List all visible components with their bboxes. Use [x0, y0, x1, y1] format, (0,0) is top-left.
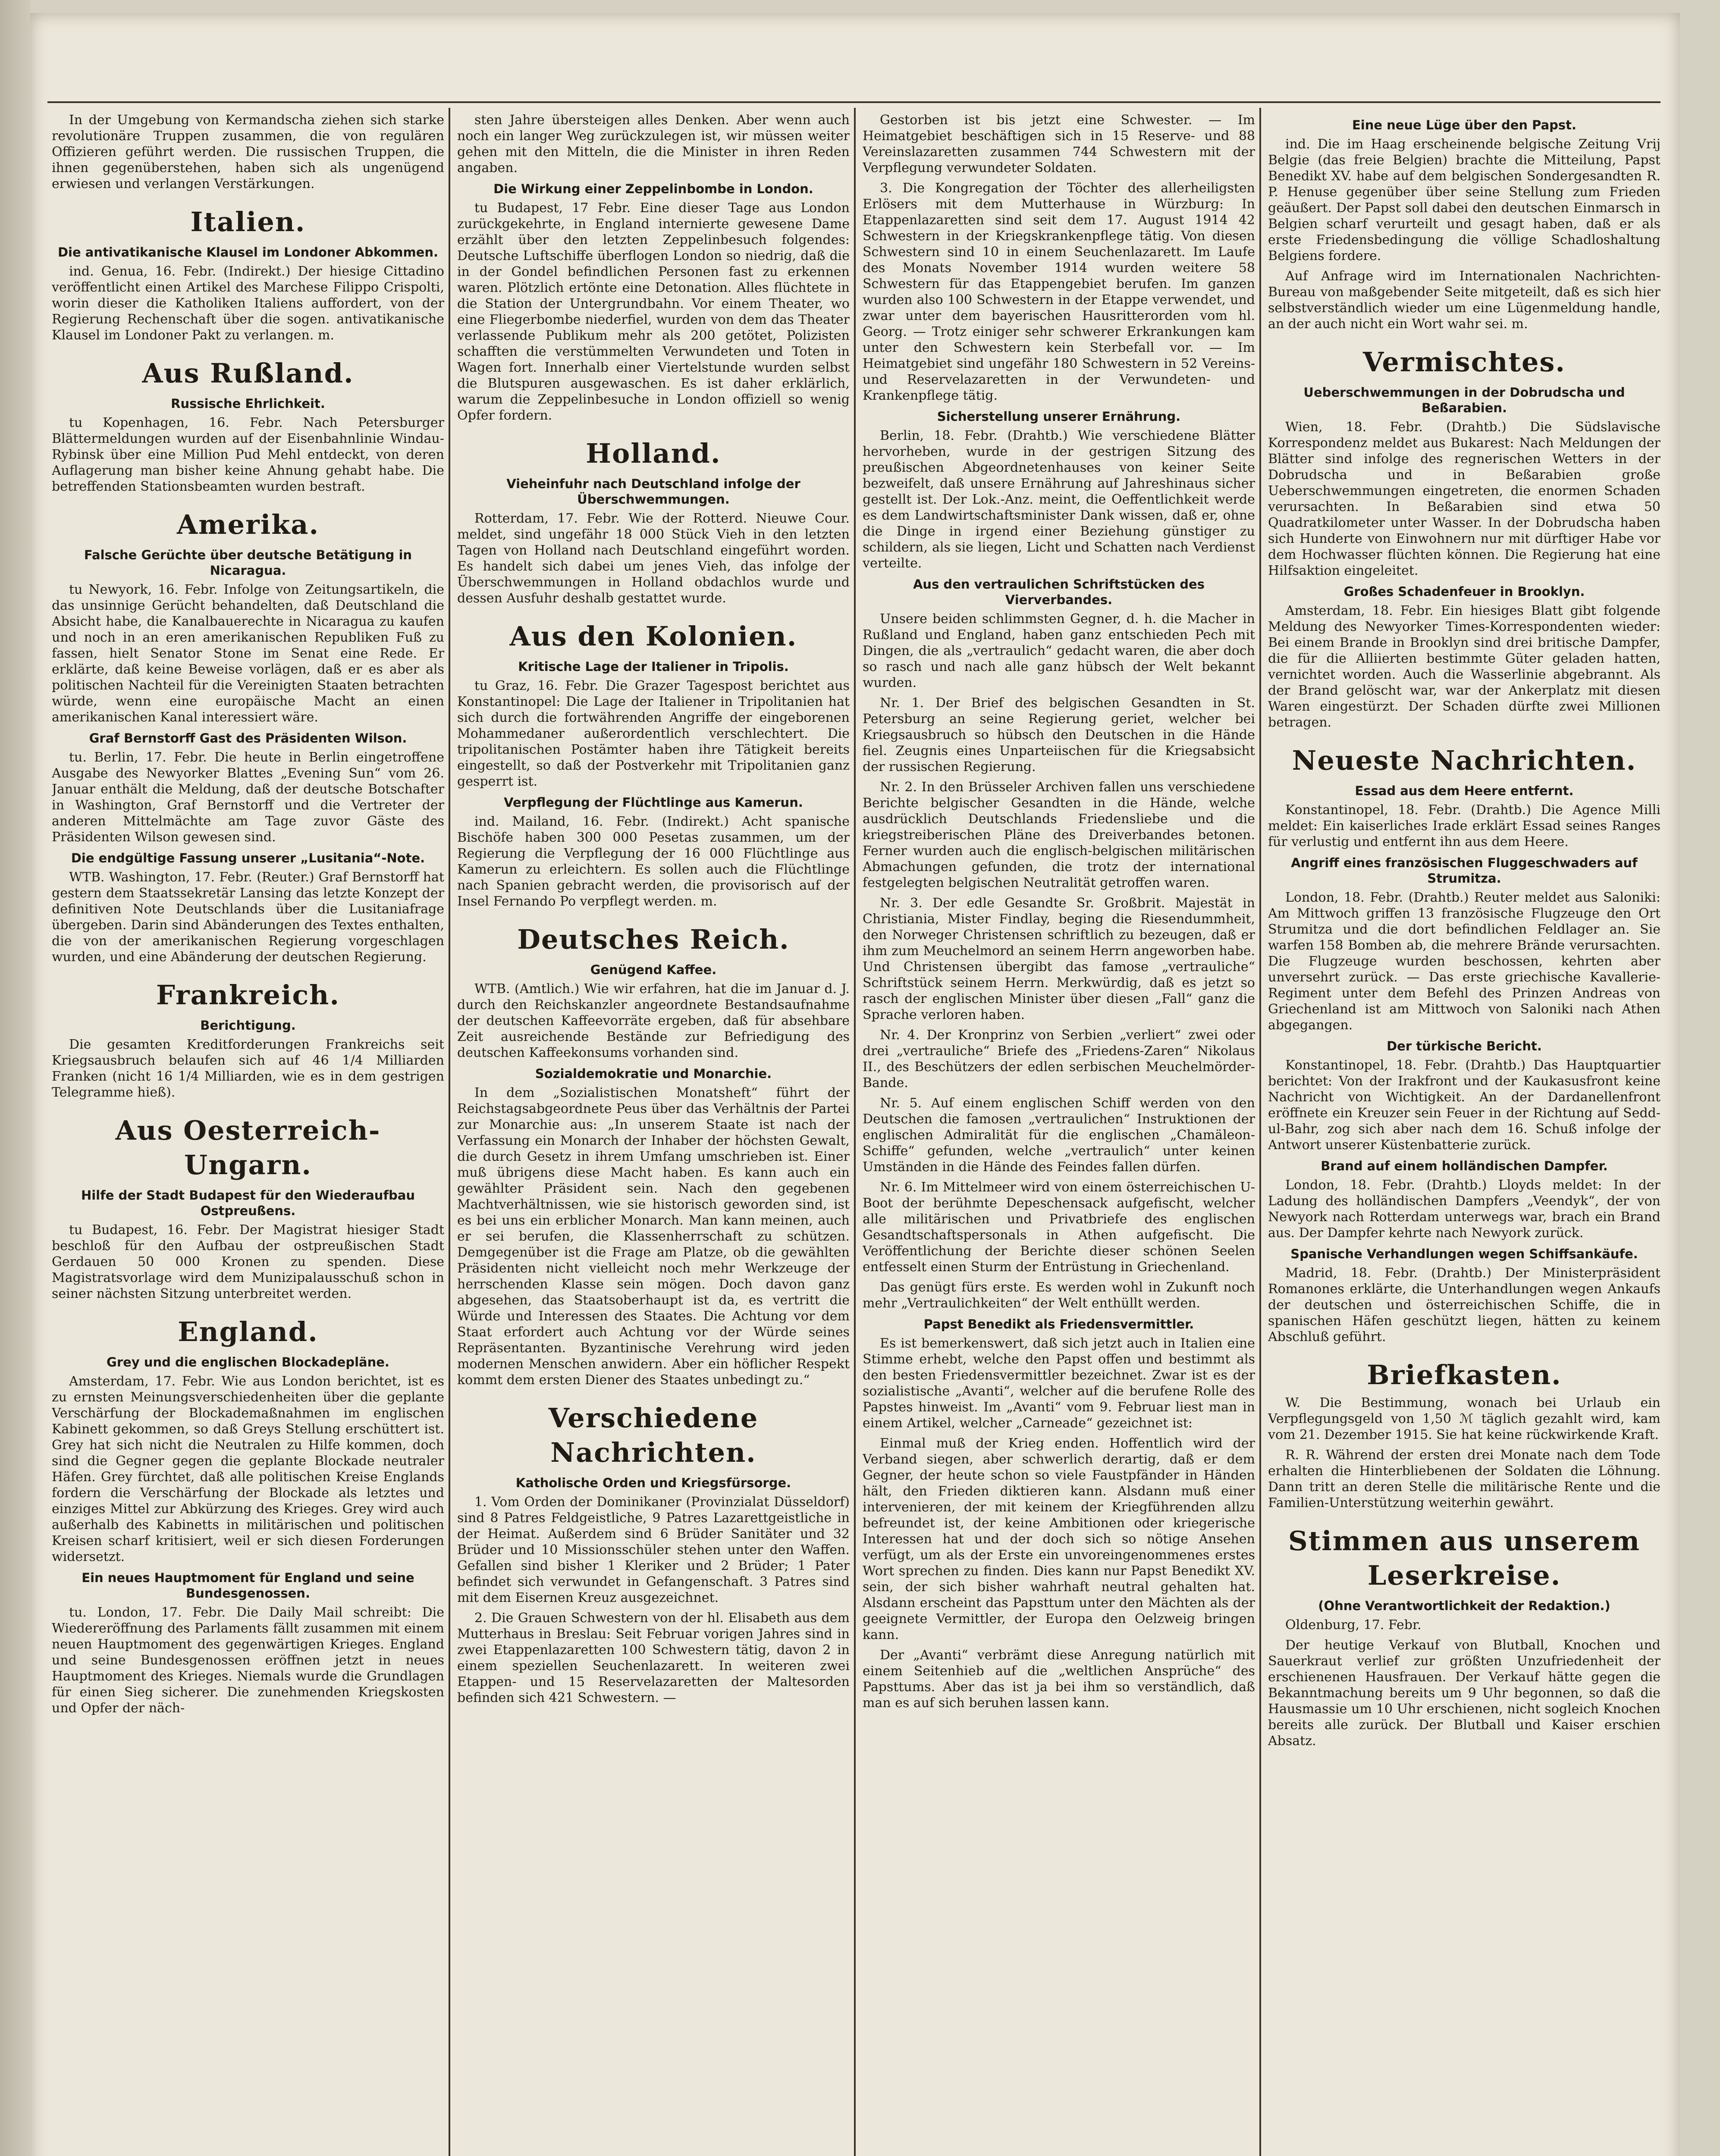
article-paragraph: Amsterdam, 18. Febr. Ein hiesiges Blatt gibt folgende Meldung des Newyorker Times-Korrespondenten wieder: Bei einem Brande in Brooklyn sind drei britische Dampfer, die für die Alliierten bestimmte Güter geladen hatten, vernichtet worden. Auch die Wasserlinie abgebrannt. Als der Brand gelöscht war, war der Ankerplatz mit diesen Waren eingestürzt. Der Schaden dürfte zwei Millionen betragen. [1268, 603, 1660, 730]
section-title: Briefkasten. [1367, 1359, 1562, 1391]
section-title: Aus Oesterreich-Ungarn. [115, 1115, 381, 1181]
article-paragraph: tu Graz, 16. Febr. Die Grazer Tagespost berichtet aus Konstantinopel: Die Lage der Italiener in Tripolitanien hat sich durch die fortwährenden Angriffe der eingeborenen Mohammedaner außerordentlich verschlechtert. Die tripolitanischen Postämter haben ihre Tätigkeit bereits eingestellt, so daß der Postverkehr mit Tripolitanien ganz gesperrt ist. [457, 678, 850, 789]
article-paragraph: tu Budapest, 16. Febr. Der Magistrat hiesiger Stadt beschloß für den Aufbau der ostpreußischen Stadt Gerdauen 50 000 Kronen zu spenden. Diese Magistratsvorlage wird dem Munizipalausschuß schon in seiner nächsten Sitzung unterbreitet werden. [52, 1222, 444, 1301]
column-4 [1268, 112, 1660, 2156]
article-headline: Die antivatikanische Klausel im Londoner Abkommen. [57, 245, 439, 260]
column-3 [863, 112, 1255, 2156]
article-paragraph: Nr. 3. Der edle Gesandte Sr. Großbrit. Majestät in Christiania, Mister Findlay, beging die Riesendummheit, den Norweger Christensen schriftlich zu bezeugen, daß er ihm zum Meuchelmord an seinem Herrn angeworben habe. Und Christensen übergibt das famose „vertrauliche“ Schriftstück seinem Herrn. Merkwürdig, daß es jetzt so rasch der englischen Minister über diesen „Fall“ ganz die Sprache verloren haben. [863, 896, 1255, 1022]
article-paragraph: R. R. Während der ersten drei Monate nach dem Tode erhalten die Hinterbliebenen der Soldaten die Löhnung. Dann tritt an deren Stelle die militärische Rente und die Familien-Unterstützung weiterhin gewährt. [1268, 1448, 1660, 1510]
section-title: Stimmen aus unserem Leserkreise. [1288, 1525, 1641, 1591]
article-headline: Brand auf einem holländischen Dampfer. [1321, 1159, 1608, 1173]
article-paragraph: W. Die Bestimmung, wonach bei Urlaub ein Verpflegungsgeld von 1,50 ℳ täglich gezahlt wird, kam vom 21. Dezember 1915. Sie hat keine rückwirkende Kraft. [1268, 1395, 1660, 1442]
article-headline: Grey und die englischen Blockadepläne. [107, 1355, 389, 1369]
section-title: Italien. [190, 206, 306, 238]
article-paragraph: Madrid, 18. Febr. (Drahtb.) Der Ministerpräsident Romanones erklärte, die Unterhandlungen wegen Ankaufs der deutschen und österreichischen Schiffe, die in spanischen Häfen geschützt liegen, hätten zu keinem Abschluß geführt. [1268, 1266, 1660, 1344]
article-headline: Vieheinfuhr nach Deutschland infolge der Überschwemmungen. [506, 476, 800, 507]
article-headline: Verpflegung der Flüchtlinge aus Kamerun. [504, 795, 803, 810]
section-title: Aus den Kolonien. [509, 620, 797, 652]
article-paragraph: Einmal muß der Krieg enden. Hoffentlich wird der Verband siegen, aber schwerlich derartig, daß er dem Gegner, der heute schon so viele Faustpfänder in Händen hält, den Frieden diktieren kann. Alsdann muß einer intervenieren, der mit keinem der Kriegführenden allzu befreundet ist, der keine Ambitionen oder kriegerische Interessen hat und der doch sich so nötige Ansehen verfügt, um als der Erste ein unvoreingenommenes erstes Wort sprechen zu finden. Dies kann nur Papst Benedikt XV. sein, der sich bisher wahrhaft neutral gehalten hat. Alsdann erscheint das Papsttum unter den Mächten als der geeignete Vermittler, der Europa den Oelzweig bringen kann. [863, 1436, 1255, 1642]
section-title: Deutsches Reich. [517, 924, 790, 955]
section-title: Amerika. [176, 509, 320, 540]
article-headline: Ein neues Hauptmoment für England und seine Bundesgenossen. [82, 1570, 414, 1601]
article-headline: Sozialdemokratie und Monarchie. [535, 1066, 772, 1081]
article-headline: Ueberschwemmungen in der Dobrudscha und Beßarabien. [1303, 385, 1625, 415]
article-paragraph: London, 18. Febr. (Drahtb.) Lloyds meldet: In der Ladung des holländischen Dampfers „Veendyk“, der von Newyork nach Rotterdam unterwegs war, brach ein Brand aus. Der Dampfer kehrte nach Newyork zurück. [1268, 1178, 1660, 1241]
article-paragraph: tu. Berlin, 17. Febr. Die heute in Berlin eingetroffene Ausgabe des Newyorker Blattes „Evening Sun“ vom 26. Januar enthält die Meldung, daß der deutsche Botschafter in Washington, Graf Bernstorff und die Vertreter der anderen Mittelmächte am Tage zuvor Gäste des Präsidenten Wilson gewesen sind. [52, 750, 444, 845]
article-paragraph: tu Newyork, 16. Febr. Infolge von Zeitungsartikeln, die das unsinnige Gerücht behandelten, daß Deutschland die Absicht habe, die Kanalbauerechte in Nicaragua zu kaufen und noch in an eren amerikanischen Republiken Fuß zu fassen, hielt Senator Stone im Senat eine Rede. Er erklärte, daß keine Beweise vorlägen, daß er es aber als politischen Nachteil für die Vereinigten Staaten betrachten würde, wenn eine europäische Macht an einen amerikanischen Kanal interessiert wäre. [52, 582, 444, 725]
article-headline: Die endgültige Fassung unserer „Lusitania“-Note. [71, 851, 425, 865]
article-paragraph: Berlin, 18. Febr. (Drahtb.) Wie verschiedene Blätter hervorheben, wurde in der gestrigen Sitzung des preußischen Abgeordnetenhauses von keiner Seite bezweifelt, daß unsere Ernährung auf Jahreshinaus sicher gestellt ist. Der Lok.-Anz. meint, die Oeffentlichkeit werde es dem Landwirtschaftsminister Dank wissen, daß er, ohne die Dinge in irgend einer Beziehung günstiger zu schildern, als sie liegen, Licht und Schatten nach Verdienst verteilte. [863, 428, 1255, 571]
article-headline: Russische Ehrlichkeit. [171, 396, 325, 411]
article-headline: Berichtigung. [200, 1018, 296, 1033]
article-paragraph: Wien, 18. Febr. (Drahtb.) Die Südslavische Korrespondenz meldet aus Bukarest: Nach Meldungen der Blätter sind infolge des regnerischen Wetters in der Dobrudscha und in Beßarabien große Ueberschwemmungen eingetreten, die enormen Schaden verursachten. In Beßarabien sind etwa 50 Quadratkilometer unter Wasser. In der Dobrudscha haben sich Hunderte von Einwohnern nur mit dürftiger Habe vor dem Hochwasser flüchten können. Die Regierung hat eine Hilfsaktion eingeleitet. [1268, 420, 1660, 578]
article-paragraph: 3. Die Kongregation der Töchter des allerheiligsten Erlösers mit dem Mutterhause in Würzburg: In Etappenlazaretten sind seit dem 17. August 1914 42 Schwestern in der Kriegskrankenpflege tätig. Von diesen Schwestern sind 10 in einem Seuchenlazarett. Im Laufe des Monats November 1914 wurden weitere 58 Schwestern für das Etappengebiet berufen. Im ganzen wurden also 100 Schwestern in der Etappe verwendet, und zwar unter dem bayerischen Hausritterorden vom hl. Georg. — Trotz einiger sehr schwerer Erkrankungen kam unter den Schwestern kein Sterbefall vor. — Im Heimatgebiet sind ungefähr 180 Schwestern in 52 Vereins- und Reservelazaretten in der Verwundeten- und Krankenpflege tätig. [863, 181, 1255, 403]
article-headline: (Ohne Verantwortlichkeit der Redaktion.) [1318, 1598, 1610, 1613]
article-headline: Aus den vertraulichen Schriftstücken des Vierverbandes. [913, 577, 1205, 607]
article-headline: Falsche Gerüchte über deutsche Betätigung in Nicaragua. [84, 548, 412, 578]
article-paragraph: Amsterdam, 17. Febr. Wie aus London berichtet, ist es zu ernsten Meinungsverschiedenheiten über die geplante Verschärfung der Blockademaßnahmen im englischen Kabinett gekommen, so daß Greys Stellung erschüttert ist. Grey hat sich nicht die Neutralen zu Hilfe kommen, doch sind die Gegner gegen die geplante Blockade neutraler Häfen. Grey fürchtet, daß alle politischen Kreise Englands fordern die Verschärfung der Blockade als letztes und einziges Mittel zur Abkürzung des Krieges. Grey wird auch außerhalb des Kabinetts in militärischen und politischen Kreisen scharf kritisiert, weil er sich diesen Forderungen widersetzt. [52, 1374, 444, 1564]
article-headline: Die Wirkung einer Zeppelinbombe in London. [493, 182, 813, 196]
section-title: Verschiedene Nachrichten. [548, 1402, 759, 1468]
article-paragraph: London, 18. Febr. (Drahtb.) Reuter meldet aus Saloniki: Am Mittwoch griffen 13 französische Flugzeuge den Ort Strumitza und die dort befindlichen Feldlager an. Sie warfen 158 Bomben ab, die mehrere Brände verursachten. Die Flugzeuge wurden beschossen, kehrten aber unversehrt zurück. — Das erste griechische Kavallerie-Regiment unter dem Befehl des Prinzen Andreas von Griechenland ist am Mittwoch von Saloniki nach Athen abgegangen. [1268, 890, 1660, 1033]
article-paragraph: Das genügt fürs erste. Es werden wohl in Zukunft noch mehr „Vertraulichkeiten“ der Welt enthüllt werden. [863, 1280, 1255, 1311]
article-paragraph: tu Budapest, 17 Febr. Eine dieser Tage aus London zurückgekehrte, in England internierte gewesene Dame erzählt über den letzten Zeppelinbesuch folgendes: Deutsche Luftschiffe überflogen London so niedrig, daß die in der Gondel befindlichen Personen fast zu erkennen waren. Plötzlich ertönte eine Detonation. Alles flüchtete in die Station der Untergrundbahn. Vor einem Theater, wo eine Fliegerbombe niederfiel, wurden von dem das Theater verlassende Publikum mehr als 200 getötet, Polizisten schafften die verstümmelten Verwundeten und Toten in Wagen fort. Innerhalb einer Viertelstunde wurden selbst die Blutspuren ausgewaschen. Es ist daher erklärlich, warum die Zeppelinbesuche in London offiziell so wenig Opfer fordern. [457, 201, 850, 423]
article-paragraph: Die gesamten Kreditforderungen Frankreichs seit Kriegsausbruch belaufen sich auf 46 1/4 Milliarden Franken (nicht 16 1/4 Milliarden, wie es in dem gestrigen Telegramme hieß). [52, 1037, 444, 1100]
article-paragraph: Konstantinopel, 18. Febr. (Drahtb.) Das Hauptquartier berichtet: Von der Irakfront und der Kaukasusfront keine Nachricht von Wichtigkeit. An der Dardanellenfront eröffnete ein Kreuzer sein Feuer in der Richtung auf Sedd-ul-Bahr, zog sich aber nach dem 16. Schuß infolge der Antwort unserer Küstenbatterie zurück. [1268, 1058, 1660, 1153]
article-headline: Katholische Orden und Kriegsfürsorge. [515, 1476, 791, 1490]
article-headline: Sicherstellung unserer Ernährung. [937, 409, 1181, 424]
column-rule [854, 108, 856, 2156]
article-paragraph: Unsere beiden schlimmsten Gegner, d. h. die Macher in Rußland und England, haben ganz entschieden Pech mit Dingen, die als „vertraulich“ gedacht waren, die aber doch so rasch und nach alle ganz hübsch der Welt bekannt wurden. [863, 611, 1255, 690]
article-paragraph: Es ist bemerkenswert, daß sich jetzt auch in Italien eine Stimme erhebt, welche den Papst offen und bestimmt als den besten Friedensvermittler bezeichnet. Zwar ist es der sozialistische „Avanti“, welcher auf die berufene Rolle des Papstes hinweist. Im „Avanti“ vom 9. Februar liest man in einem Artikel, welcher „Carneade“ gezeichnet ist: [863, 1336, 1255, 1431]
article-paragraph: Nr. 5. Auf einem englischen Schiff werden von den Deutschen die famosen „vertraulichen“ Instruktionen der englischen Admiralität für die englischen „Chamäleon-Schiffe“ gefunden, welche „vertraulich“ unter keinen Umständen in die Hände des Feindes fallen dürfen. [863, 1096, 1255, 1175]
article-paragraph: Gestorben ist bis jetzt eine Schwester. — Im Heimatgebiet beschäftigen sich in 15 Reserve- und 88 Vereinslazaretten zusammen 744 Schwestern mit der Verpflegung verwundeter Soldaten. [863, 113, 1255, 175]
article-paragraph: Der heutige Verkauf von Blutball, Knochen und Sauerkraut verlief zur größten Unzufriedenheit der erschienenen Hausfrauen. Der Verkauf hätte gegen die Bekanntmachung bereits um 9 Uhr begonnen, so daß die Hausmassie um 10 Uhr erschienen, nicht sogleich Knochen bereits alle zurück. Der Blutball und Kaiser erschien Absatz. [1268, 1638, 1660, 1749]
article-paragraph: Nr. 2. In den Brüsseler Archiven fallen uns verschiedene Berichte belgischer Gesandten in die Hände, welche ausdrücklich Deutschlands Friedensliebe und die kriegstreiberischen Pläne des Dreiverbandes betonen. Ferner wurden auch die englisch-belgischen militärischen Abmachungen gefunden, die trotz der international festgelegten belgischen Neutralität getroffen waren. [863, 780, 1255, 890]
article-headline: Genügend Kaffee. [590, 962, 717, 977]
column-1 [52, 112, 444, 2156]
article-headline: Graf Bernstorff Gast des Präsidenten Wilson. [89, 731, 407, 746]
article-paragraph: ind. Genua, 16. Febr. (Indirekt.) Der hiesige Cittadino veröffentlicht einen Artikel des Marchese Filippo Crispolti, worin dieser die Katholiken Italiens auffordert, von der Regierung Rechenschaft über die sogen. antivatikanische Klausel im Londoner Pakt zu verlangen. m. [52, 264, 444, 343]
article-paragraph: 2. Die Grauen Schwestern von der hl. Elisabeth aus dem Mutterhaus in Breslau: Seit Februar vorigen Jahres sind in zwei Etappenlazaretten 100 Schwestern tätig, davon 2 in einem speziellen Seuchenlazarett. In weiteren zwei Etappen- und 15 Reservelazaretten der Maltesorden befinden sich 421 Schwestern. — [457, 1611, 850, 1705]
article-headline: Kritische Lage der Italiener in Tripolis. [518, 659, 789, 674]
article-paragraph: Auf Anfrage wird im Internationalen Nachrichten-Bureau von maßgebender Seite mitgeteilt, daß es sich hier selbstverständlich wieder um eine Lügenmeldung handle, an der auch nicht ein Wort wahr sei. m. [1268, 269, 1660, 332]
column-2 [457, 112, 850, 2156]
article-paragraph: sten Jahre übersteigen alles Denken. Aber wenn auch noch ein langer Weg zurückzulegen ist, wir müssen weiter gehen mit den Mitteln, die die Minister in ihren Reden angaben. [457, 113, 850, 175]
section-title: Neueste Nachrichten. [1292, 745, 1637, 776]
article-headline: Der türkische Bericht. [1387, 1039, 1542, 1053]
article-paragraph: WTB. Washington, 17. Febr. (Reuter.) Graf Bernstorff hat gestern dem Staatssekretär Lansing das letzte Konzept der definitiven Note Deutschlands über die Lusitaniafrage übergeben. Darin sind Abänderungen des Textes enthalten, die von der amerikanischen Regierung vorgeschlagen wurden, und eine Abänderung der deutschen Regierung. [52, 870, 444, 965]
article-paragraph: Oldenburg, 17. Febr. [1285, 1617, 1422, 1633]
article-headline: Papst Benedikt als Friedensvermittler. [923, 1317, 1194, 1332]
article-paragraph: Nr. 6. Im Mittelmeer wird von einem österreichischen U-Boot der berühmte Depeschensack aufgefischt, welcher alle militärischen und Privatbriefe des englischen Gesandtschaftspersonals in Athen aufgefischt. Die Veröffentlichung der Berichte dieser schönen Seelen entfesselt einen Sturm der Entrüstung in Griechenland. [863, 1180, 1255, 1275]
section-title: Vermischtes. [1363, 346, 1566, 378]
article-paragraph: Rotterdam, 17. Febr. Wie der Rotterd. Nieuwe Cour. meldet, sind ungefähr 18 000 Stück Vieh in den letzten Tagen von Holland nach Deutschland eingeführt worden. Es handelt sich dabei um jenes Vieh, das infolge der Überschwemmungen in Holland obdachlos wurde und dessen Ausfuhr deshalb gestattet wurde. [457, 511, 850, 606]
section-title: Holland. [586, 438, 721, 469]
article-headline: Hilfe der Stadt Budapest für den Wiederaufbau Ostpreußens. [81, 1188, 415, 1218]
article-headline: Großes Schadenfeuer in Brooklyn. [1343, 584, 1585, 599]
article-headline: Eine neue Lüge über den Papst. [1352, 118, 1577, 132]
article-headline: Angriff eines französischen Fluggeschwaders auf Strumitza. [1291, 856, 1638, 886]
article-paragraph: 1. Vom Orden der Dominikaner (Provinzialat Düsseldorf) sind 8 Patres Feldgeistliche, 9 Patres Lazarettgeistliche in der Heimat. Außerdem sind 6 Brüder Sanitäter und 32 Brüder und 10 Missionsschüler stehen unter den Waffen. Gefallen sind bisher 1 Kleriker und 2 Brüder; 1 Pater befindet sich verwundet in Gefangenschaft. 3 Patres sind mit dem Eisernen Kreuz ausgezeichnet. [457, 1495, 850, 1605]
section-title: Aus Rußland. [142, 357, 354, 389]
section-title: England. [178, 1316, 318, 1348]
article-paragraph: ind. Mailand, 16. Febr. (Indirekt.) Acht spanische Bischöfe haben 300 000 Pesetas zusammen, um der Regierung die Verpflegung der 16 000 Flüchtlinge aus Kamerun zu erleichtern. Es sollen auch die Flüchtlinge nach Spanien gebracht werden, die provisorisch auf der Insel Fernando Po verpflegt werden. m. [457, 814, 850, 909]
scan-edge [0, 0, 30, 2156]
article-paragraph: In der Umgebung von Kermandscha ziehen sich starke revolutionäre Truppen zusammen, die von regulären Offizieren geführt werden. Die russischen Truppen, die ihnen gegenüberstehen, haben sich als ungenügend erwiesen und verlangen Verstärkungen. [52, 113, 444, 191]
article-paragraph: Nr. 1. Der Brief des belgischen Gesandten in St. Petersburg an seine Regierung geriet, welcher bei Kriegsausbruch so hübsch den Deutschen in die Hände fiel. Zeugnis eines Unparteiischen für die Kriegsabsicht der russischen Regierung. [863, 696, 1255, 774]
article-paragraph: Konstantinopel, 18. Febr. (Drahtb.) Die Agence Milli meldet: Ein kaiserliches Irade erklärt Essad seines Ranges für verlustig und entfernt ihn aus dem Heere. [1268, 802, 1660, 849]
section-title: Frankreich. [156, 979, 340, 1011]
article-paragraph: Der „Avanti“ verbrämt diese Anregung natürlich mit einem Seitenhieb auf die „weltlichen Ansprüche“ des Papsttums. Aber das ist ja bei ihm so verständlich, daß man es auf sich beruhen lassen kann. [863, 1648, 1255, 1711]
column-rule [449, 108, 450, 2156]
article-paragraph: ind. Die im Haag erscheinende belgische Zeitung Vrij Belgie (das freie Belgien) brachte die Mitteilung, Papst Benedikt XV. habe auf dem belgischen Sondergesandten R. P. Henuse gegenüber über seine Stellung zum Frieden geäußert. Der Papst soll dabei den deutschen Einmarsch in Belgien scharf verurteilt und gesagt haben, daß er als erste Friedensbedingung die völlige Schadloshaltung Belgiens fordere. [1268, 137, 1660, 263]
article-paragraph: WTB. (Amtlich.) Wie wir erfahren, hat die im Januar d. J. durch den Reichskanzler angeordnete Bestandsaufnahme der deutschen Kaffeevorräte ergeben, daß für absehbare Zeit ausreichende Bestände zur Befriedigung des deutschen Kaffeekonsums vorhanden sind. [457, 981, 850, 1060]
article-headline: Spanische Verhandlungen wegen Schiffsankäufe. [1290, 1247, 1638, 1261]
column-rule [1259, 108, 1261, 2156]
article-paragraph: In dem „Sozialistischen Monatsheft“ führt der Reichstagsabgeordnete Peus über das Verhältnis der Partei zur Monarchie aus: „In unserem Staate ist nach der Verfassung ein Monarch der Inhaber der höchsten Gewalt, die durch Gesetz in ihrem Umfang umschrieben ist. Einer muß übrigens diese Macht haben. Es kann auch ein gewählter Präsident sein. Nach den gegebenen Machtverhältnissen, wie sie historisch geworden sind, ist es bei uns ein erblicher Monarch. Man kann meinen, auch er sei berufen, die Klassenherrschaft zu schützen. Demgegenüber ist die Frage am Platze, ob die gewählten Präsidenten nicht vielleicht noch mehr Werkzeuge der herrschenden Klasse sein mögen. Doch davon ganz abgesehen, das Staatsoberhaupt ist da, es vertritt die Würde und Interessen des Staates. Die Achtung vor dem Staat erfordert auch Achtung vor der Würde seines Repräsentanten. Byzantinische Verehrung wird jeden modernen Menschen anwidern. Aber ein höflicher Respekt kommt dem ersten Diener des Staates unbedingt zu.“ [457, 1085, 850, 1388]
article-headline: Essad aus dem Heere entfernt. [1355, 783, 1574, 798]
header-rule [47, 101, 1660, 103]
article-paragraph: tu. London, 17. Febr. Die Daily Mail schreibt: Die Wiedereröffnung des Parlaments fällt zusammen mit einem neuen Hauptmoment des gegenwärtigen Krieges. England und seine Bundesgenossen eröffnen jetzt in neues Hauptmoment des Krieges. Niemals wurde die Grundlagen für einen Sieg sicherer. Die zunehmenden Kriegskosten und Opfer der näch- [52, 1605, 444, 1716]
article-paragraph: tu Kopenhagen, 16. Febr. Nach Petersburger Blättermeldungen wurden auf der Eisenbahnlinie Windau-Rybinsk über eine Million Pud Mehl entdeckt, von deren Auflagerung man bisher keine Ahnung gehabt habe. Die betreffenden Stationsbeamten wurden bestraft. [52, 415, 444, 494]
article-paragraph: Nr. 4. Der Kronprinz von Serbien „verliert“ zwei oder drei „vertrauliche“ Briefe des „Friedens-Zaren“ Nikolaus II., des Beschützers der edlen serbischen Meuchelmörder-Bande. [863, 1028, 1255, 1091]
